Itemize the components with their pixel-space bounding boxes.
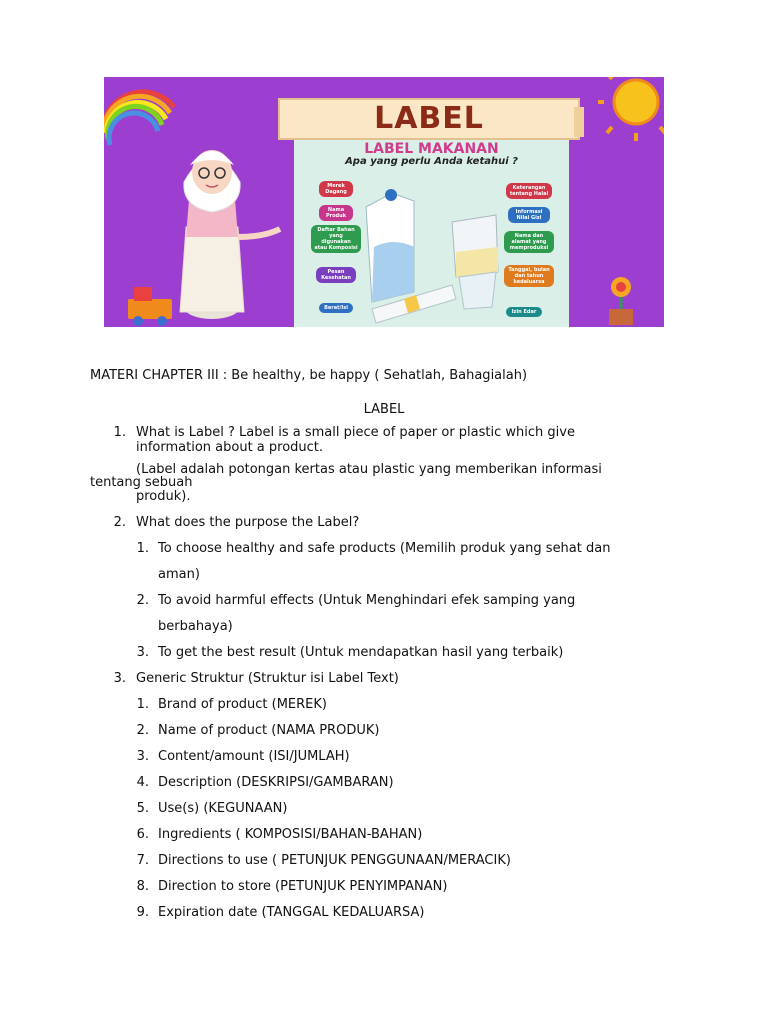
poster-pill-ingredients: Daftar Bahan yang digunakan atau Komposisi [311,225,361,253]
structure-item-4: Description (DESKRIPSI/GAMBARAN) [158,775,394,790]
structure-item-9: Expiration date (TANGGAL KEDALUARSA) [158,905,425,920]
structure-item-3: Content/amount (ISI/JUMLAH) [158,749,350,764]
list-number: 1. [136,541,149,556]
banner-title: LABEL [374,101,484,136]
list-number: 1. [136,697,149,712]
list-number: 5. [136,801,149,816]
question-1-line-2: information about a product. [136,440,324,455]
list-number: 3. [113,671,126,686]
question-2: What does the purpose the Label? [136,515,360,530]
flower-icon [609,277,633,325]
list-number: 4. [136,775,149,790]
sun-icon [598,77,664,141]
list-number: 7. [136,853,149,868]
structure-item-1: Brand of product (MEREK) [158,697,327,712]
poster-pill-nutrition: Informasi Nilai Gizi [508,207,550,223]
structure-item-7: Directions to use ( PETUNJUK PENGGUNAAN/MERACIK) [158,853,511,868]
question-1-translation-line-1: (Label adalah potongan kertas atau plastic yang memberikan informasi [136,462,602,477]
list-number: 3. [136,749,149,764]
poster-pill-expiry: Tanggal, bulan dan tahun kedaluarsa [504,265,554,287]
question-1-translation-line-2: tentang sebuah [90,475,193,490]
document-heading: MATERI CHAPTER III : Be healthy, be happy ( Sehatlah, Bahagialah) [90,368,528,383]
toy-train-icon [128,287,172,326]
poster-pill-manufacturer: Nama dan alamat yang memproduksi [504,231,554,253]
poster-subheading: Apa yang perlu Anda ketahui ? [345,156,518,167]
poster-pill-brand: Merek Dagang [319,181,353,197]
banner-image [104,77,664,327]
structure-item-8: Direction to store (PETUNJUK PENYIMPANAN) [158,879,448,894]
poster-pill-health-message: Pesan Kesehatan [316,267,356,283]
question-1-line-1: What is Label ? Label is a small piece of paper or plastic which give [136,425,575,440]
poster-pill-product-name: Nama Produk [319,205,353,221]
poster-pill-permit: Izin Edar [506,307,542,317]
rainbow-icon [104,92,174,145]
list-number: 3. [136,645,149,660]
list-number: 9. [136,905,149,920]
teacher-avatar-icon [180,150,280,319]
milk-carton-icon [366,189,414,302]
question-3: Generic Struktur (Struktur isi Label Text) [136,671,399,686]
list-number: 1. [113,425,126,440]
list-number: 2. [113,515,126,530]
purpose-2-line-2: berbahaya) [158,619,233,634]
structure-item-6: Ingredients ( KOMPOSISI/BAHAN-BAHAN) [158,827,423,842]
purpose-1-line-1: To choose healthy and safe products (Memilih produk yang sehat dan [158,541,611,556]
section-title: LABEL [363,402,405,417]
list-number: 8. [136,879,149,894]
structure-item-5: Use(s) (KEGUNAAN) [158,801,288,816]
question-1-translation-line-3: produk). [136,489,191,504]
poster-pill-halal: Keterangan tentang Halal [506,183,552,199]
structure-item-2: Name of product (NAMA PRODUK) [158,723,380,738]
purpose-2-line-1: To avoid harmful effects (Untuk Menghindari efek samping yang [158,593,576,608]
list-number: 2. [136,593,149,608]
poster-heading: LABEL MAKANAN [364,141,499,157]
purpose-3: To get the best result (Untuk mendapatkan hasil yang terbaik) [158,645,564,660]
list-number: 2. [136,723,149,738]
purpose-1-line-2: aman) [158,567,200,582]
poster-pill-weight: Berat/Isi [319,303,353,313]
list-number: 6. [136,827,149,842]
